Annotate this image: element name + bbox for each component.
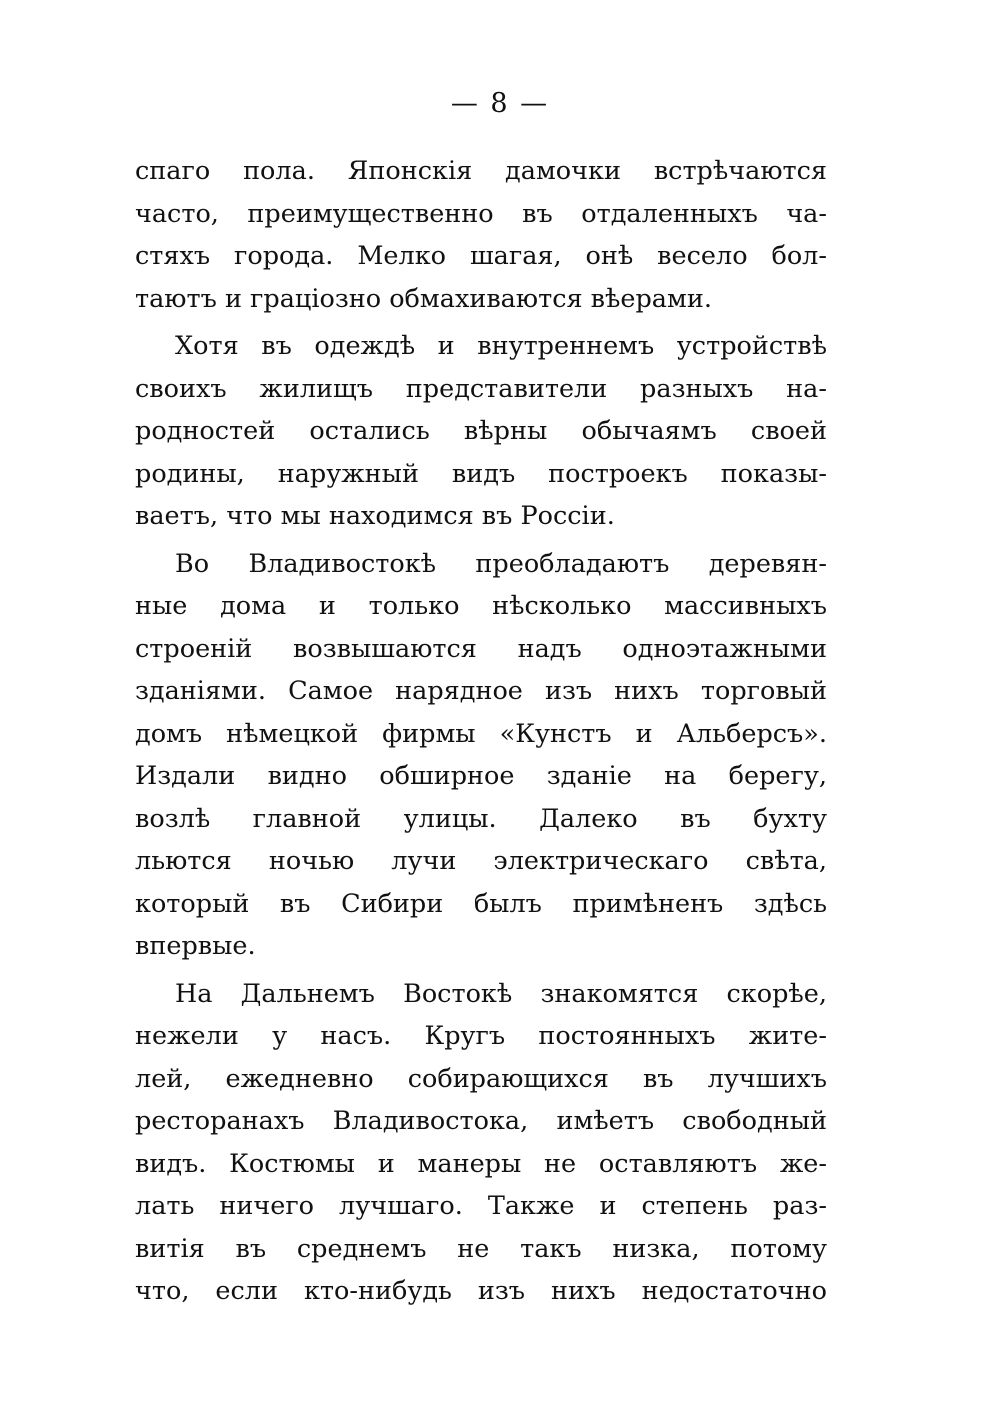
text-line: лать ничего лучшаго. Также и степень раз- [135, 1191, 827, 1221]
text-line: Во Владивостокѣ преобладаютъ деревян- [175, 548, 827, 579]
text-line: спаго пола. Японскія дамочки встрѣчаются [135, 156, 827, 186]
text-line: льются ночью лучи электрическаго свѣта, [135, 846, 827, 876]
text-line: возлѣ главной улицы. Далеко въ бухту [135, 803, 827, 834]
text-line: видъ. Костюмы и манеры не оставляютъ же- [135, 1148, 827, 1179]
text-line: Хотя въ одеждѣ и внутреннемъ устройствѣ [175, 331, 827, 361]
text-line: ные дома и только нѣсколько массивныхъ [135, 591, 827, 621]
text-line: часто, преимущественно въ отдаленныхъ ча- [135, 198, 827, 229]
text-line: зданіями. Самое нарядное изъ нихъ торговый [135, 676, 827, 706]
text-line: что, если кто-нибудь изъ нихъ недостаточно [135, 1276, 827, 1306]
page-number: — 8 — [450, 88, 550, 119]
text-line: строеній возвышаются надъ одноэтажными [135, 633, 827, 664]
text-line: ресторанахъ Владивостока, имѣетъ свободный [135, 1106, 827, 1136]
text-line: родностей остались вѣрны обычаямъ своей [135, 416, 827, 446]
text-line: витія въ среднемъ не такъ низка, потому [135, 1233, 827, 1264]
text-line: таютъ и граціозно обмахиваются вѣерами. [135, 283, 712, 314]
text-line: впервые. [135, 931, 256, 961]
text-line: нежели у насъ. Кругъ постоянныхъ жите- [135, 1021, 827, 1051]
text-line: домъ нѣмецкой фирмы «Кунстъ и Альберсъ». [135, 718, 827, 749]
paragraph [135, 973, 827, 1313]
text-line: родины, наружный видъ построекъ показы- [135, 458, 827, 489]
page-text [135, 150, 827, 1313]
paragraph [135, 325, 827, 538]
paragraph [135, 543, 827, 968]
text-line: стяхъ города. Мелко шагая, онѣ весело бол- [135, 241, 827, 271]
text-line: ваетъ, что мы находимся въ Россіи. [135, 501, 615, 531]
text-line: Издали видно обширное зданіе на берегу, [135, 761, 827, 791]
text-line: На Дальнемъ Востокѣ знакомятся скорѣе, [175, 978, 827, 1009]
paragraph [135, 150, 827, 320]
text-line: лей, ежедневно собирающихся въ лучшихъ [135, 1063, 827, 1094]
text-line: который въ Сибири былъ примѣненъ здѣсь [135, 888, 827, 919]
text-line: своихъ жилищъ представители разныхъ на- [135, 373, 827, 404]
